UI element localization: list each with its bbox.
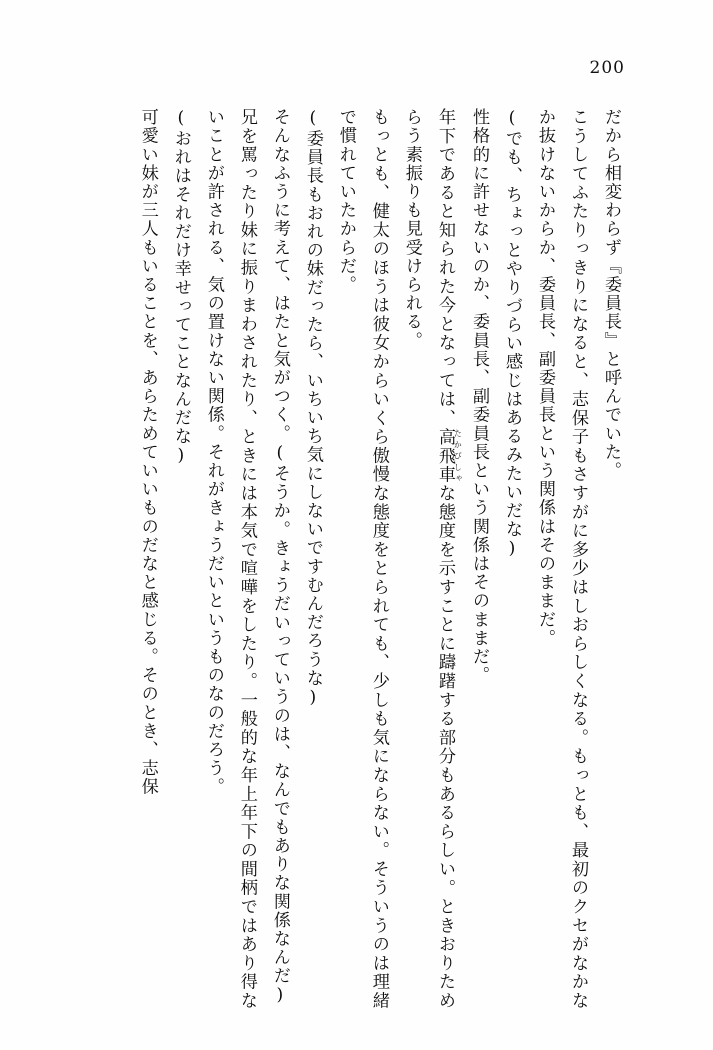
paragraph: (そうか。きょうだいっていうのは、なんでもありな関係なんだ) bbox=[269, 442, 290, 1007]
paragraph: こうしてふたりっきりになると、志保子もさすがに多少はしおらしくなる。もっとも、最初のクセがなかなか抜けないからか、委員長、副委員長という関係はそのままだ。 bbox=[534, 108, 588, 1010]
paragraph: (委員長もおれの妹だったら、いちいち気にしないですむんだろうな) bbox=[302, 108, 323, 709]
ruby-annotation: 高飛車たかびしゃ bbox=[434, 427, 463, 484]
paragraph: 兄を罵ったり妹に振りまわされたり、ときには本気で喧嘩をしたり。一般的な年上年下の間柄ではあり得ないことが許される、気の置けない関係。それがきょうだいというものなのだろう。 bbox=[203, 108, 257, 1010]
paragraph: そんなふうに考えて、はたと気がつく。 bbox=[269, 108, 290, 443]
paragraph: (でも、ちょっとやりづらい感じはあるみたいだな) bbox=[501, 108, 522, 560]
paragraph: (おれはそれだけ幸せってことなんだな) bbox=[170, 108, 191, 467]
paragraph: だから相変わらず『委員長』と呼んでいた。 bbox=[601, 108, 621, 480]
page-number: 200 bbox=[589, 58, 625, 78]
paragraph: 年下であると知られた今となっては、高飛車たかびしゃな態度を示すことに躊躇する部分もあるらしい。ときおりためらう素振りも見受けられる。 bbox=[401, 108, 463, 1010]
paragraph: もっとも、健太のほうは彼女からいくら傲慢な態度をとられても、少しも気にならない。そういうのは理緒で慣れていたからだ。 bbox=[335, 108, 389, 1010]
paragraph: 可愛い妹が三人もいることを、あらためていいものだなと感じる。そのとき、志保 bbox=[137, 108, 158, 797]
page-body-text bbox=[56, 108, 627, 1010]
paragraph: 性格的に許せないのか、委員長、副委員長という関係はそのままだ。 bbox=[468, 108, 489, 685]
